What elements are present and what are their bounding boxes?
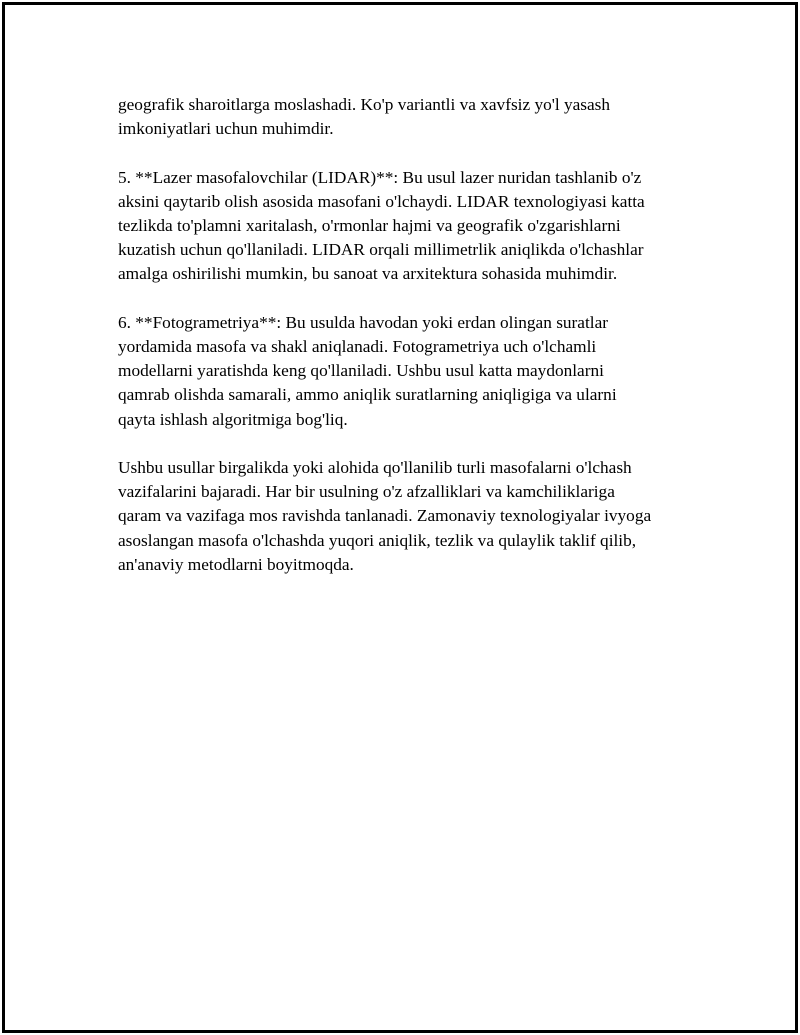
document-body (118, 93, 698, 601)
text-line: amalga oshirilishi mumkin, bu sanoat va arxitektura sohasida muhimdir. (118, 264, 618, 284)
text-line: vazifalarini bajaradi. Har bir usulning o'z afzalliklari va kamchiliklariga (118, 482, 615, 502)
text-line: 6. **Fotogrametriya**: Bu usulda havodan yoki erdan olingan suratlar (118, 312, 609, 332)
text-line: qamrab olishda samarali, ammo aniqlik suratlarning aniqligiga va ularni (118, 385, 617, 405)
paragraph-lidar (118, 166, 698, 287)
text-line: 5. **Lazer masofalovchilar (LIDAR)**: Bu usul lazer nuridan tashlanib o'z (118, 167, 642, 187)
text-line: tezlikda to'plamni xaritalash, o'rmonlar hajmi va geografik o'zgarishlarni (118, 216, 621, 235)
text-line: modellarni yaratishda keng qo'llaniladi. Ushbu usul katta maydonlarni (118, 361, 604, 381)
text-line: asoslangan masofa o'lchashda yuqori aniqlik, tezlik va qulaylik taklif qilib, (118, 530, 637, 550)
paragraph-photogrammetry (118, 311, 698, 432)
paragraph-conclusion (118, 456, 698, 577)
paragraph-continuation (118, 93, 698, 141)
text-line: yordamida masofa va shakl aniqlanadi. Fotogrametriya uch o'lchamli (118, 337, 597, 356)
text-line: imkoniyatlari uchun muhimdir. (118, 119, 334, 139)
text-line: Ushbu usullar birgalikda yoki alohida qo'llanilib turli masofalarni o'lchash (118, 458, 632, 477)
text-line: qayta ishlash algoritmiga bog'liq. (118, 409, 348, 429)
text-line: geografik sharoitlarga moslashadi. Ko'p variantli va xavfsiz yo'l yasash (118, 95, 611, 114)
text-line: qaram va vazifaga mos ravishda tanlanadi. Zamonaviy texnologiyalar ivyoga (118, 506, 652, 526)
text-line: kuzatish uchun qo'llaniladi. LIDAR orqali millimetrlik aniqlikda o'lchashlar (118, 240, 644, 260)
text-line: aksini qaytarib olish asosida masofani o'lchaydi. LIDAR texnologiyasi katta (118, 191, 645, 211)
text-line: an'anaviy metodlarni boyitmoqda. (118, 554, 354, 574)
